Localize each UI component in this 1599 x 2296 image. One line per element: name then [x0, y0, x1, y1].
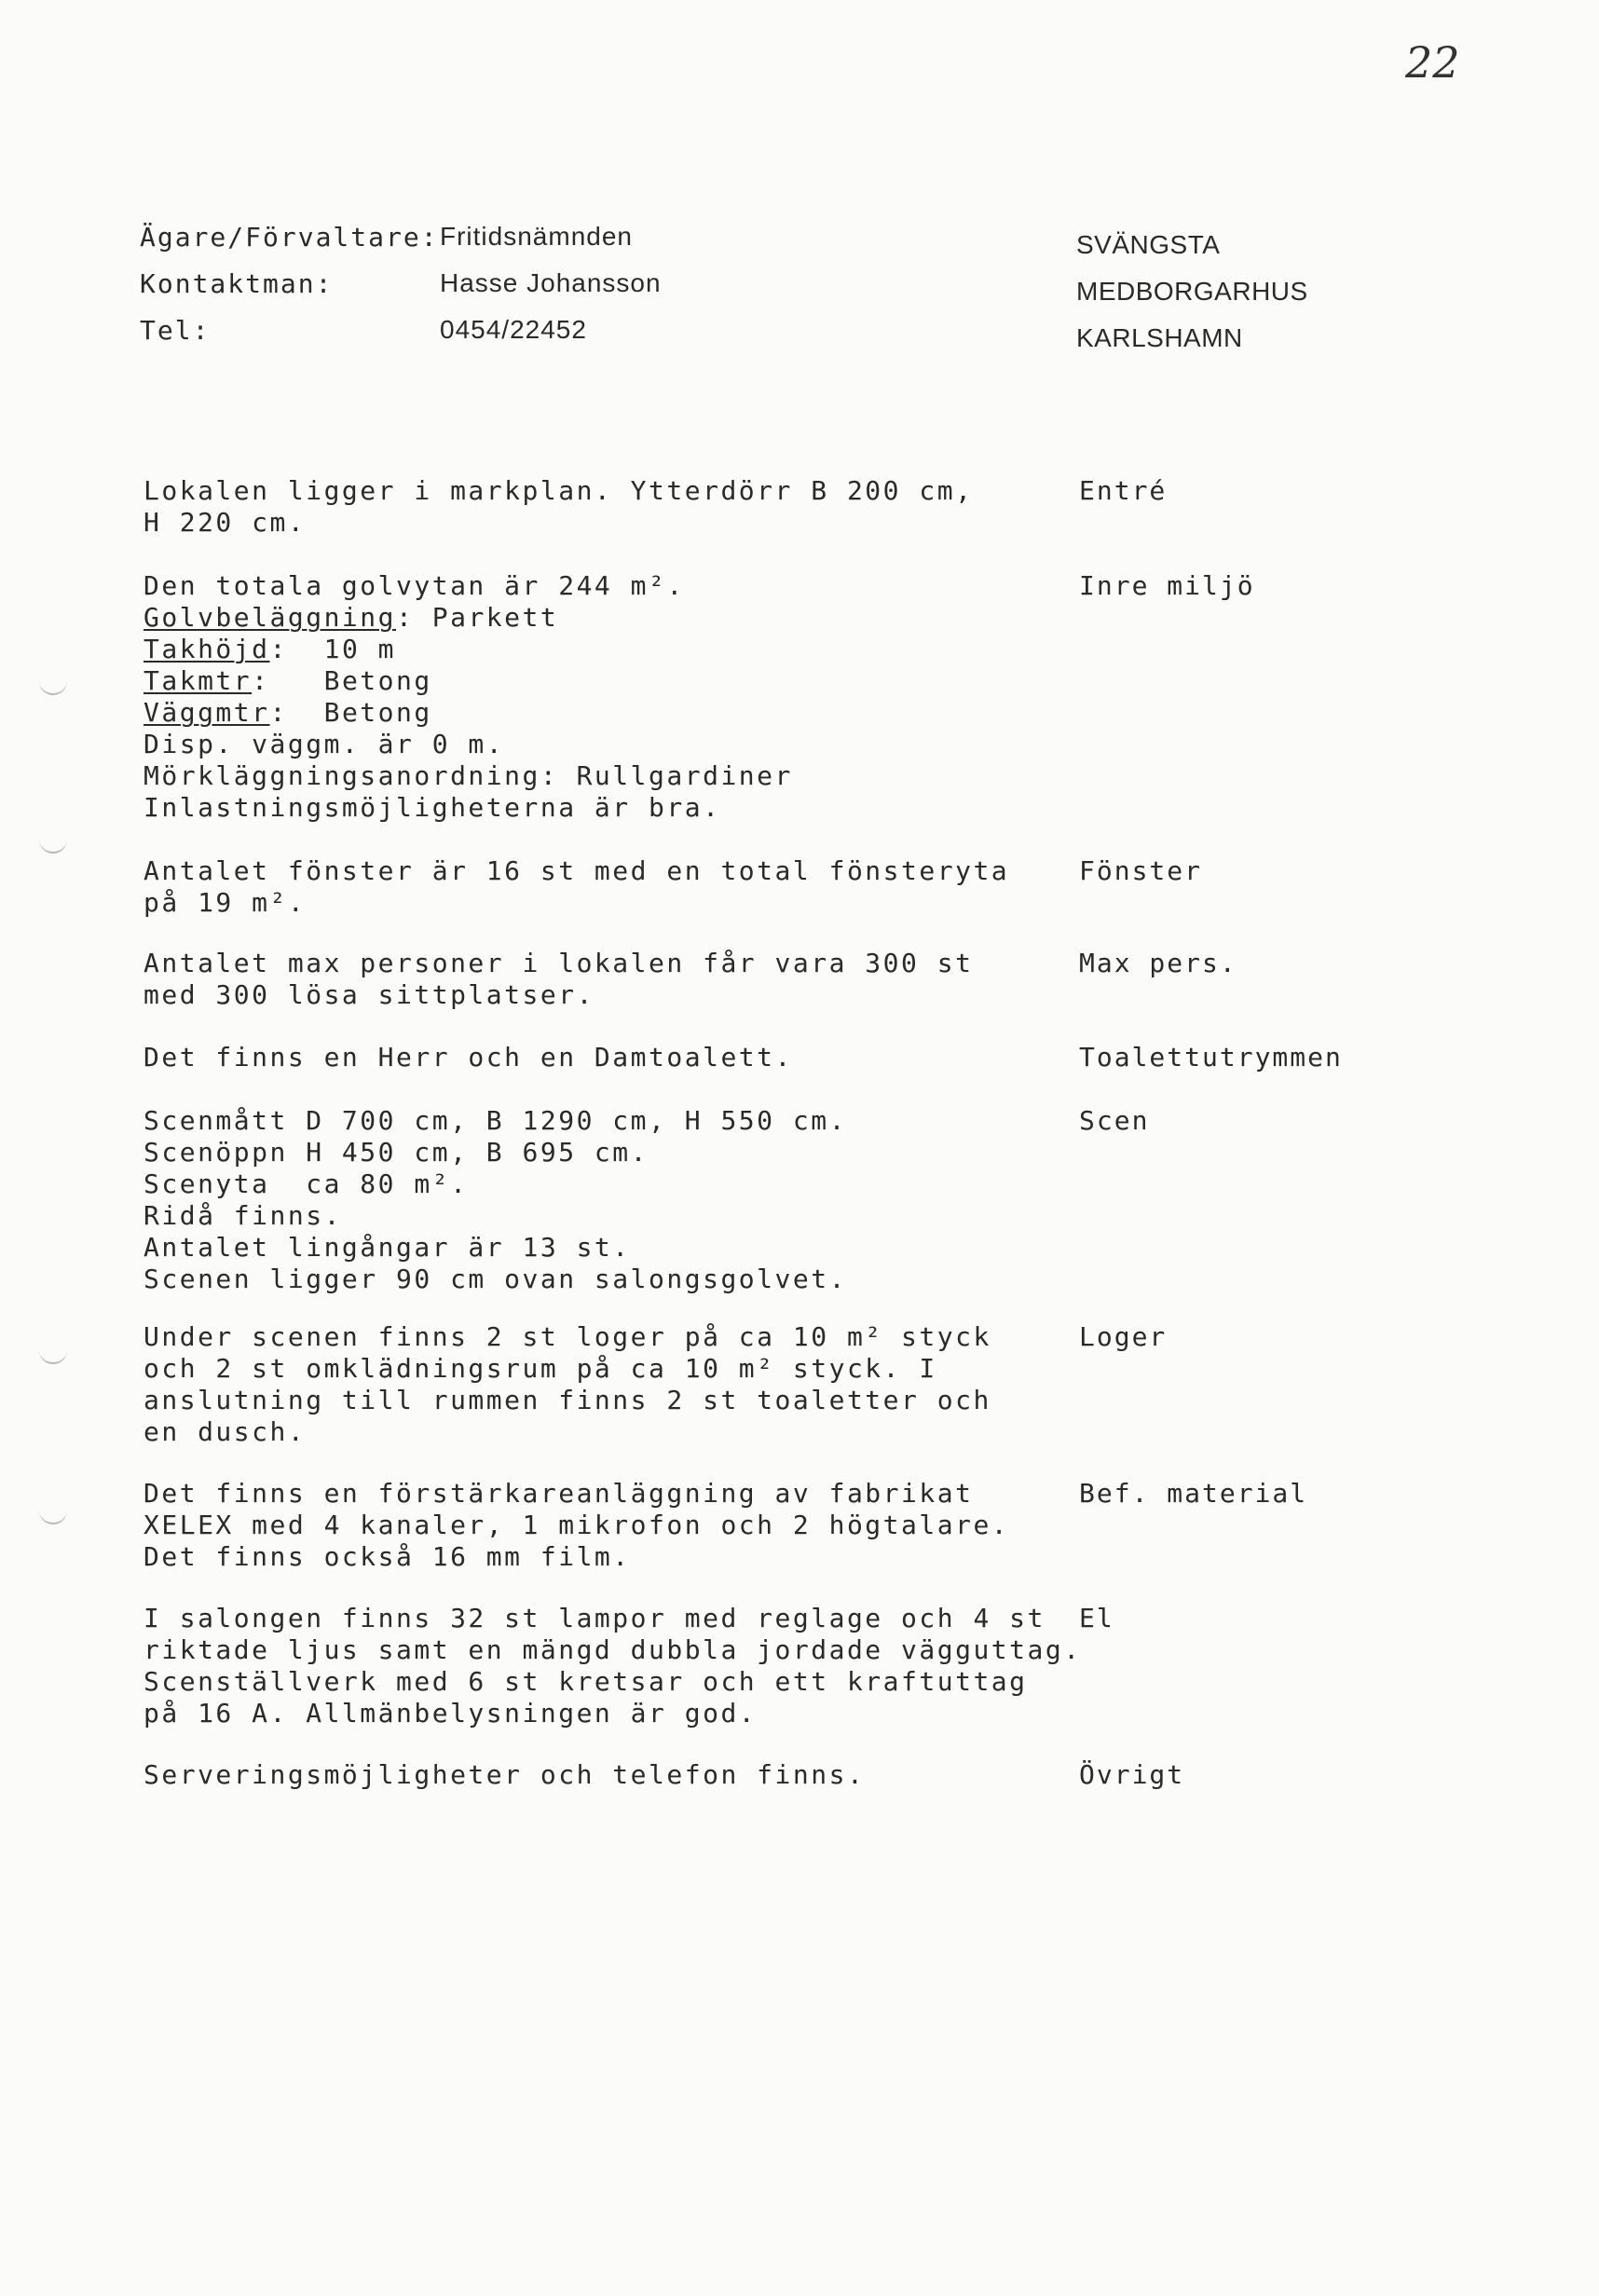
section-label: Toalettutrymmen — [1079, 1042, 1343, 1073]
section-line: Antalet max personer i lokalen får vara 300 st — [144, 948, 974, 978]
section-body — [144, 948, 1038, 1011]
section-line: Serveringsmöjligheter och telefon finns. — [144, 1759, 866, 1790]
section-line: XELEX med 4 kanaler, 1 mikrofon och 2 högtalare. — [144, 1510, 1010, 1540]
punch-hole-mark — [39, 831, 67, 854]
section-label: Bef. material — [1079, 1478, 1308, 1509]
punch-hole-mark — [39, 1342, 67, 1364]
section-line: H 220 cm. — [144, 507, 307, 538]
section-body — [144, 1042, 1038, 1073]
section-line: Det finns en Herr och en Damtoalett. — [144, 1042, 793, 1073]
section-line: Den totala golvytan är 244 m². — [144, 570, 685, 601]
section-line: Det finns en förstärkareanläggning av fabrikat — [144, 1478, 974, 1509]
header-block — [140, 222, 1444, 371]
section-line: Scenställverk med 6 st kretsar och ett kraftuttag — [144, 1666, 1028, 1697]
section-line: Under scenen finns 2 st loger på ca 10 m² styck — [144, 1321, 991, 1352]
organization-line-1: SVÄNGSTA — [1076, 230, 1221, 259]
section-label: Scen — [1079, 1105, 1150, 1136]
section-line: Scenmått D 700 cm, B 1290 cm, H 550 cm. — [144, 1105, 847, 1136]
section-body — [144, 855, 1038, 919]
section-line: och 2 st omklädningsrum på ca 10 m² styck. I — [144, 1353, 937, 1384]
organization-line-3: KARLSHAMN — [1076, 323, 1243, 352]
section-body — [144, 1105, 1038, 1295]
section-line: Takhöjd: 10 m — [144, 634, 397, 664]
owner-label: Ägare/Förvaltare: — [140, 222, 439, 253]
section-body — [144, 570, 1038, 824]
section-line: Scenyta ca 80 m². — [144, 1168, 469, 1199]
section-label: Max pers. — [1079, 948, 1237, 978]
section-body — [144, 1603, 1082, 1729]
section-line: Lokalen ligger i markplan. Ytterdörr B 200 cm, — [144, 475, 974, 506]
section-line: på 16 A. Allmänbelysningen är god. — [144, 1698, 758, 1729]
page-number: 22 — [1405, 37, 1460, 88]
section-line: anslutning till rummen finns 2 st toaletter och — [144, 1385, 991, 1415]
section-line: Disp. väggm. är 0 m. — [144, 729, 505, 759]
section-line: en dusch. — [144, 1416, 307, 1447]
section-body — [144, 475, 1038, 539]
section-label: Övrigt — [1079, 1759, 1185, 1790]
section-line: med 300 lösa sittplatser. — [144, 979, 594, 1010]
contact-value: Hasse Johansson — [440, 268, 662, 297]
section-line: Ridå finns. — [144, 1200, 342, 1231]
section-label: Fönster — [1079, 855, 1203, 886]
phone-label: Tel: — [140, 315, 211, 346]
section-line: Mörkläggningsanordning: Rullgardiner — [144, 760, 793, 791]
owner-value: Fritidsnämnden — [440, 222, 633, 251]
section-line: Golvbeläggning: Parkett — [144, 602, 559, 633]
section-line: Väggmtr: Betong — [144, 697, 432, 728]
section-line: Scenöppn H 450 cm, B 695 cm. — [144, 1137, 649, 1168]
phone-value: 0454/22452 — [440, 315, 587, 344]
section-label: Entré — [1079, 475, 1168, 506]
section-line: Inlastningsmöjligheterna är bra. — [144, 792, 721, 823]
section-line: Takmtr: Betong — [144, 665, 432, 696]
section-line: Antalet lingångar är 13 st. — [144, 1232, 631, 1263]
section-line: Scenen ligger 90 cm ovan salongsgolvet. — [144, 1264, 847, 1294]
section-line: I salongen finns 32 st lampor med reglage och 4 st — [144, 1603, 1046, 1633]
section-body — [144, 1759, 1038, 1791]
section-label: Inre miljö — [1079, 570, 1255, 601]
punch-hole-mark — [39, 1502, 67, 1524]
section-line: på 19 m². — [144, 887, 307, 918]
section-line: Antalet fönster är 16 st med en total fönsteryta — [144, 855, 1010, 886]
section-line: Det finns också 16 mm film. — [144, 1541, 631, 1572]
section-label: Loger — [1079, 1321, 1168, 1352]
section-line: riktade ljus samt en mängd dubbla jordade vägguttag. — [144, 1634, 1082, 1665]
section-label: El — [1079, 1603, 1114, 1633]
contact-label: Kontaktman: — [140, 268, 334, 299]
punch-hole-mark — [39, 673, 67, 695]
section-body — [144, 1321, 1038, 1448]
section-body — [144, 1478, 1038, 1573]
organization-line-2: MEDBORGARHUS — [1076, 277, 1308, 306]
